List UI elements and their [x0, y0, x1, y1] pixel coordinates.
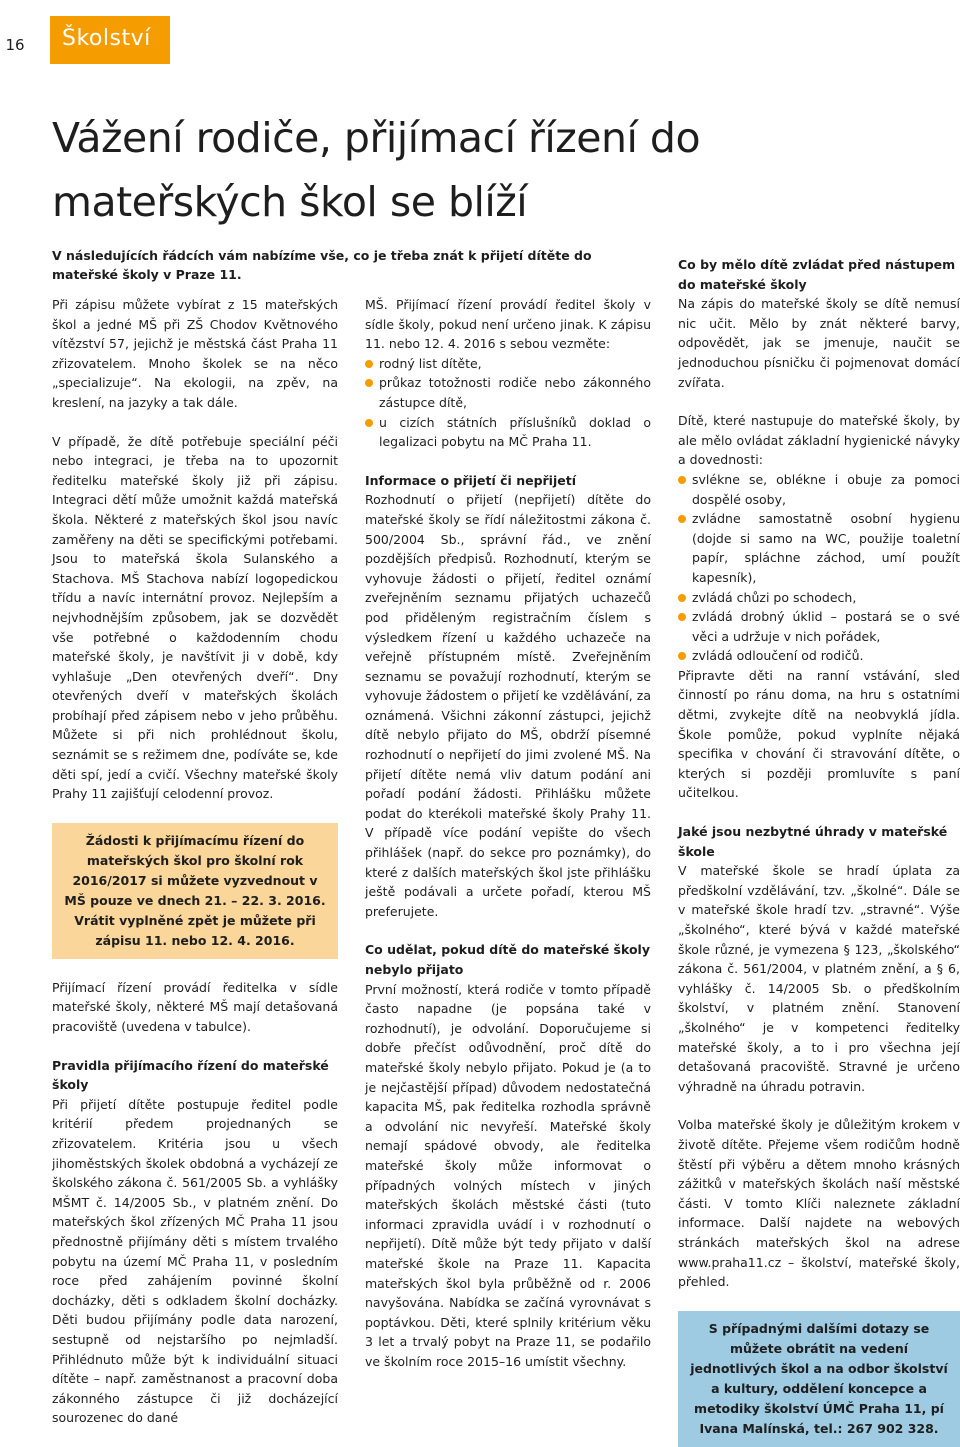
column-1: [52, 295, 338, 1428]
paragraph: Dítě, které nastupuje do mateřské školy, by ale mělo ovládat základní hygienické návyky a dovednosti:: [678, 413, 960, 468]
paragraph: Rozhodnutí o přijetí (nepřijetí) dítěte do mateřské školy se řídí náležitostmi zákona č. 500/2004 Sb., správní řád., ve znění pozdějších předpisů. Rozhodnutí, kterým se vyhovuje žádosti o přijetí, ředitel oznámí zveřejněním seznamu přijatých uchazečů pod přiděleným registračním číslem s výsledkem řízení u každého uchazeče na veřejně přístupném místě. Zveřejněním seznamu se považují rozhodnutí, kterým se vyhovuje žádostem o přijetí ke vzdělávání, za oznámená. Všichni zákonní zástupci, jejichž dítě nebylo přijato do MŠ, obdrží písemné rozhodnutí o nepřijetí do jimi zvolené MŠ. Na přijetí dítěte nemá vliv datum podání ani pořadí podání žádosti. Přihlášku můžete podat do kterékoli mateřské školy Prahy 11. V případě více podání vepište do všech přihlášek (např. do sekce pro poznámky), do které z dalších mateřských škol jste přihlášku ještě podávali a určete pořadí, kterou MŠ preferujete.: [365, 492, 651, 919]
list-item: zvládá odloučení od rodičů.: [678, 646, 960, 666]
article-headline: Vážení rodiče, přijímací řízení do mateřských škol se blíží: [52, 114, 701, 226]
list-item: zvládá chůzi po schodech,: [678, 588, 960, 608]
article-lead: V následujících řádcích vám nabízíme vše, co je třeba znát k přijetí dítěte do mateřské školy v Praze 11.: [52, 248, 592, 282]
paragraph: MŠ. Přijímací řízení provádí ředitel školy v sídle školy, pokud není určeno jinak. K zápisu 11. nebo 12. 4. 2016 s sebou vezměte:: [365, 297, 651, 352]
paragraph: První možností, která rodiče v tomto případě často napadne (je popsána také v rozhodnutí), je odvolání. Doporučujeme si dobře přečíst odůvodnění, proč dítě do mateřské školy nebylo přijato. Pokud je (a to je nejčastější případ) důvodem nedostatečná kapacita MŠ, pak ředitelka rozhodla správně a odvolání nic nevyřeší. Mateřské školy nemají spádové obvody, ale ředitelka mateřské školy může informovat o případných volných místech v jiných mateřských školách městské části (tuto informaci zpravidla uvádí i v rozhodnutí o nepřijetí). Dítě může být tedy přijato v další mateřské škole na Praze 11. Kapacita mateřských škol byla průběžně od r. 2006 navyšována. Nabídka se začíná vyrovnávat s poptávkou. Děti, které splnily kritérium věku 3 let a trvalý pobyt na Praze 11, se podařilo ve školním roce 2015–16 umístit všechny.: [365, 981, 651, 1369]
paragraph: Při přijetí dítěte postupuje ředitel podle kritérií předem projednaných se zřizovatelem. Kritéria jsou u všech jihoměstských školek obdobná a vycházejí ze školského zákona č. 561/2005 Sb. a vyhlášky MŠMT č. 14/2005 Sb., v platném znění. Do mateřských škol zřízených MČ Praha 11 jsou přednostně přijímány děti s místem trvalého pobytu na území MČ Praha 11, v posledním roce před zahájením povinné školní docházky, děti s odkladem školní docházky. Děti budou přijímány podle data narození, sestupně od nejstaršího po nejmladší. Přihlédnuto může být k individuální situaci dítěte – např. zaměstnanost a pracovní doba zákonného zástupce či již docházející sourozenec do dané: [52, 1096, 338, 1426]
section-heading: Jaké jsou nezbytné úhrady v mateřské škole: [678, 824, 948, 859]
paragraph: Na zápis do mateřské školy se dítě nemusí nic učit. Mělo by znát některé barvy, odpovědět, jak se jmenuje, naučit se jednoduchou písničku či pojmenovat domácí zvířata.: [678, 296, 960, 390]
list-item: rodný list dítěte,: [365, 354, 651, 374]
section-heading: Co udělat, pokud dítě do mateřské školy nebylo přijato: [365, 942, 650, 977]
list-item: u cizích státních příslušníků doklad o legalizaci pobytu na MČ Praha 11.: [365, 413, 651, 452]
paragraph: Volba mateřské školy je důležitým krokem v životě dítěte. Přejeme všem rodičům hodně štěstí při výběru a dětem mnoho krásných zážitků v mateřských školách naší městské části. V tomto Klíči naleznete základní informace. Další najdete na webových stránkách mateřských škol na adrese www.praha11.cz – školství, mateřské školy, přehled.: [678, 1117, 960, 1290]
page-number: 16: [5, 36, 25, 54]
section-heading: Co by mělo dítě zvládat před nástupem do mateřské školy: [678, 257, 956, 292]
column-3: [678, 255, 960, 1447]
contact-box: S případnými dalšími dotazy se můžete obrátit na vedení jednotlivých škol a na odbor školství a kultury, oddělení koncepce a metodiky školství ÚMČ Praha 11, pí Ivana Malínská, tel.: 267 902 328.: [678, 1311, 960, 1447]
paragraph: V mateřské škole se hradí úplata za předškolní vzdělávání, tzv. „školné“. Dále se v mateřské škole hradí tzv. „stravné“. Výše „školného“, které bývá v každé mateřské škole různé, je vymezena § 123, „školského“ zákona č. 561/2004, v platném znění, a § 6, vyhlášky č. 14/2005 Sb. o předškolním školství, v platném znění. Stanovení „školného“ je v kompetenci ředitelky mateřské školy, a to i pro všechna její detašovaná pracoviště. Stravné je určeno výhradně na úhradu potravin.: [678, 863, 960, 1094]
column-2: [365, 295, 651, 1371]
list-item: průkaz totožnosti rodiče nebo zákonného zástupce dítě,: [365, 373, 651, 412]
list-item: svlékne se, oblékne i obuje za pomoci dospělé osoby,: [678, 470, 960, 509]
section-heading: Informace o přijetí či nepřijetí: [365, 472, 576, 488]
paragraph: Přijímací řízení provádí ředitelka v sídle mateřské školy, některé MŠ mají detašovaná pracoviště (uvedena v tabulce).: [52, 979, 338, 1035]
deadline-box: Žádosti k přijímacímu řízení do mateřských škol pro školní rok 2016/2017 si můžete vyzvednout v MŠ pouze ve dnech 21. – 22. 3. 2016. Vrátit vyplněné zpět je můžete při zápisu 11. nebo 12. 4. 2016.: [52, 823, 338, 959]
section-tab: Školství: [50, 16, 170, 64]
paragraph: Při zápisu můžete vybírat z 15 mateřských škol a jedné MŠ při ZŠ Chodov Květnového vítězství 57, jejichž je městská část Praha 11 zřizovatelem. Mnoho školek se na něco „specializuje“. Na ekologii, na zpěv, na kreslení, na jazyky a tak dále.: [52, 297, 338, 410]
skills-list: [678, 470, 960, 666]
document-list: [365, 354, 651, 452]
paragraph: V případě, že dítě potřebuje speciální péči nebo integraci, je třeba na to upozornit ředitelku mateřské školy již při zápisu. Integraci dětí může umožnit každá mateřská škola. Některé z mateřských škol jsou navíc zaměřeny na děti se specifickými potřebami. Jsou to mateřská škola Sulanského a Stachova. MŠ Stachova nabízí logopedickou třídu a navíc internátní provoz. Nejlepším a nejvhodnějším způsobem, jak se dozvědět vše potřebné o každodenním chodu mateřské školy, je navštívit ji v době, kdy vyhlašuje „Den otevřených dveří“. Dny otevřených dveří v mateřských školách probíhají před zápisem nebo v jeho průběhu. Můžete si při nich prohlédnout školu, seznámit se s režimem dne, podíváte se, kde děti spí, jedí a cvičí. Všechny mateřské školy Prahy 11 zajišťují celodenní provoz.: [52, 433, 338, 802]
paragraph: Připravte děti na ranní vstávání, sled činností po ránu doma, na hru s ostatními dětmi, zvykejte dítě na neobvyklá jídla. Škole pomůže, pokud vyplníte nějaká specifika v chování či stravování dítěte, o kterých si později promluvíte s paní učitelkou.: [678, 667, 960, 801]
list-item: zvládá drobný úklid – postará se o své věci a udržuje v nich pořádek,: [678, 607, 960, 646]
section-heading: Pravidla přijímacího řízení do mateřské školy: [52, 1057, 329, 1093]
list-item: zvládne samostatně osobní hygienu (dojde si samo na WC, použije toaletní papír, spláchne záchod, umí použít kapesník),: [678, 509, 960, 587]
